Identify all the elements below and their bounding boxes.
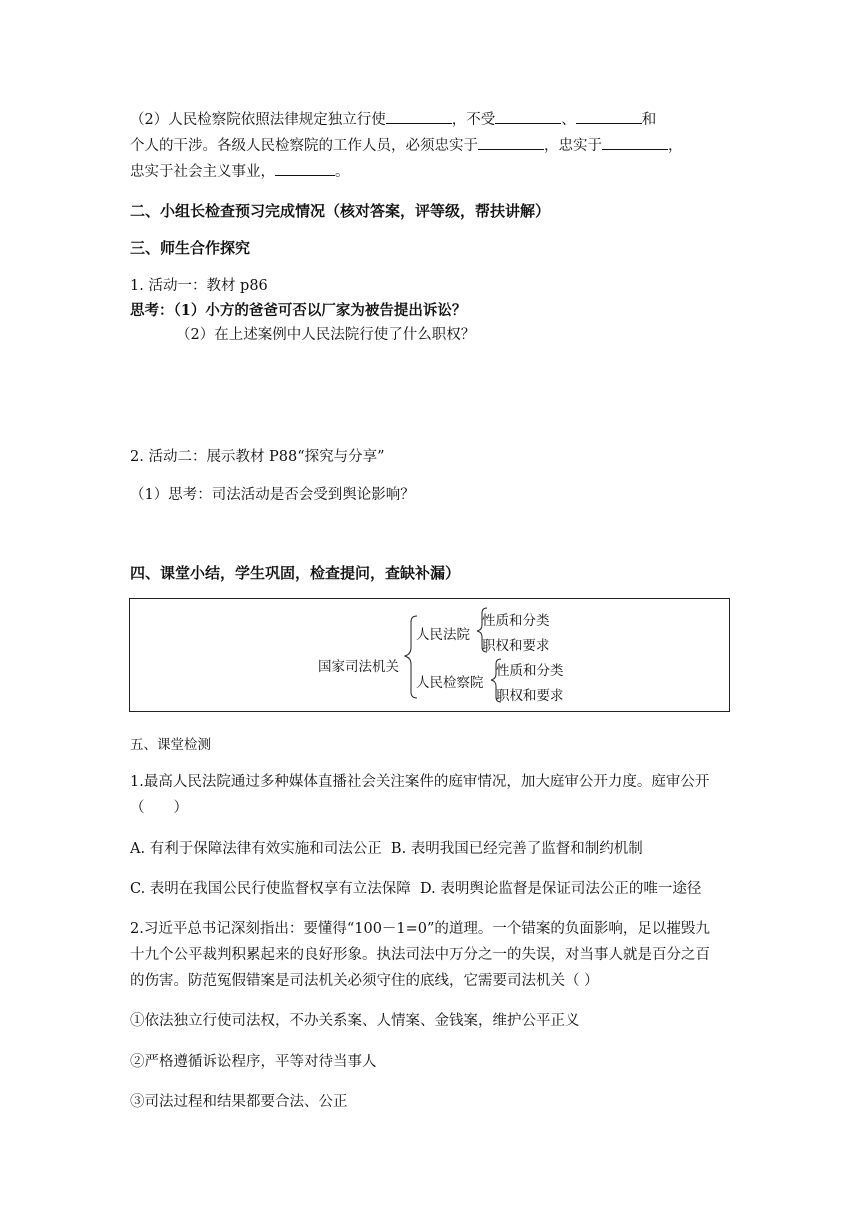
summary-procuratorate: 人民检察院 bbox=[416, 675, 484, 691]
summary-court: 人民法院 bbox=[416, 627, 470, 643]
court-item: 性质和分类 bbox=[482, 613, 550, 629]
q1-stem-line-1: 1.最高人民法院通过多种媒体直播社会关注案件的庭审情况，加大庭审公开力度。庭审公开 bbox=[130, 774, 710, 790]
text: 个人的干涉。各级人民检察院的工作人员，必须忠实于 bbox=[130, 138, 478, 154]
procuratorate-item: 性质和分类 bbox=[496, 663, 564, 679]
text: 和 bbox=[641, 112, 657, 128]
q2-stem-line-3: 的伤害。防范冤假错案是司法机关必须守住的底线，它需要司法机关（ ） bbox=[130, 973, 599, 989]
text: 忠实于社会主义事业， bbox=[130, 164, 275, 180]
blank[interactable] bbox=[478, 135, 544, 151]
text: ，忠实于 bbox=[544, 138, 602, 154]
blank[interactable] bbox=[275, 161, 335, 177]
text: 、 bbox=[561, 112, 576, 128]
activity-1-question-1 bbox=[130, 299, 466, 320]
heading-section-2: 二、小组长检查预习完成情况（核对答案，评等级，帮扶讲解） bbox=[130, 202, 551, 220]
option-d[interactable]: D. 表明舆论监督是保证司法公正的唯一途径 bbox=[420, 881, 702, 897]
think-label: 思考： bbox=[130, 302, 174, 319]
activity-1-title: 1. 活动一：教材 p86 bbox=[130, 278, 268, 294]
fill-line-2 bbox=[130, 134, 683, 155]
q2-stem-line-2: 十九个公平裁判积累起来的良好形象。执法司法中万分之一的失误，对当事人就是百分之百 bbox=[130, 947, 710, 963]
fill-line-1 bbox=[130, 108, 656, 129]
q1-stem-line-2: （ ） bbox=[130, 800, 188, 816]
procuratorate-item: 职权和要求 bbox=[496, 688, 564, 704]
option-b[interactable]: B. 表明我国已经完善了监督和制约机制 bbox=[390, 841, 643, 857]
blank[interactable] bbox=[602, 135, 668, 151]
option-c[interactable]: C. 表明在我国公民行使监督权享有立法保障 bbox=[130, 881, 411, 897]
heading-section-5: 五、课堂检测 bbox=[130, 737, 211, 753]
q2-item-1[interactable]: ①依法独立行使司法权，不办关系案、人情案、金钱案，维护公平正义 bbox=[130, 1013, 580, 1029]
fill-line-3 bbox=[130, 160, 350, 181]
summary-diagram bbox=[129, 598, 730, 712]
blank[interactable] bbox=[495, 109, 561, 125]
q1-options-row-2 bbox=[130, 877, 701, 898]
q2-item-3[interactable]: ③司法过程和结果都要合法、公正 bbox=[130, 1094, 348, 1110]
text: ，不受 bbox=[451, 112, 496, 128]
q2-item-2[interactable]: ②严格遵循诉讼程序，平等对待当事人 bbox=[130, 1054, 377, 1070]
text: ， bbox=[668, 138, 683, 154]
summary-root: 国家司法机关 bbox=[318, 659, 399, 675]
brace-lines bbox=[130, 599, 731, 713]
heading-section-3: 三、师生合作探究 bbox=[130, 239, 251, 257]
activity-2-title: 2. 活动二：展示教材 P88“探究与分享” bbox=[130, 449, 385, 465]
q1-options-row-1 bbox=[130, 837, 643, 858]
blank[interactable] bbox=[576, 109, 642, 125]
question-text: （1）小方的爸爸可否以厂家为被告提出诉讼？ bbox=[173, 302, 467, 319]
q2-stem-line-1: 2.习近平总书记深刻指出：要懂得“100－1=0”的道理。一个错案的负面影响，足以摧毁九 bbox=[130, 921, 710, 937]
heading-section-4: 四、课堂小结，学生巩固，检查提问，查缺补漏） bbox=[130, 564, 461, 582]
blank[interactable] bbox=[386, 109, 452, 125]
court-item: 职权和要求 bbox=[482, 638, 550, 654]
activity-2-question-1: （1）思考：司法活动是否会受到舆论影响？ bbox=[130, 487, 415, 503]
option-a[interactable]: A. 有利于保障法律有效实施和司法公正 bbox=[130, 841, 382, 857]
text: （2）人民检察院依照法律规定独立行使 bbox=[130, 112, 386, 128]
activity-1-question-2: （2）在上述案例中人民法院行使了什么职权？ bbox=[176, 327, 476, 343]
text: 。 bbox=[335, 164, 350, 180]
